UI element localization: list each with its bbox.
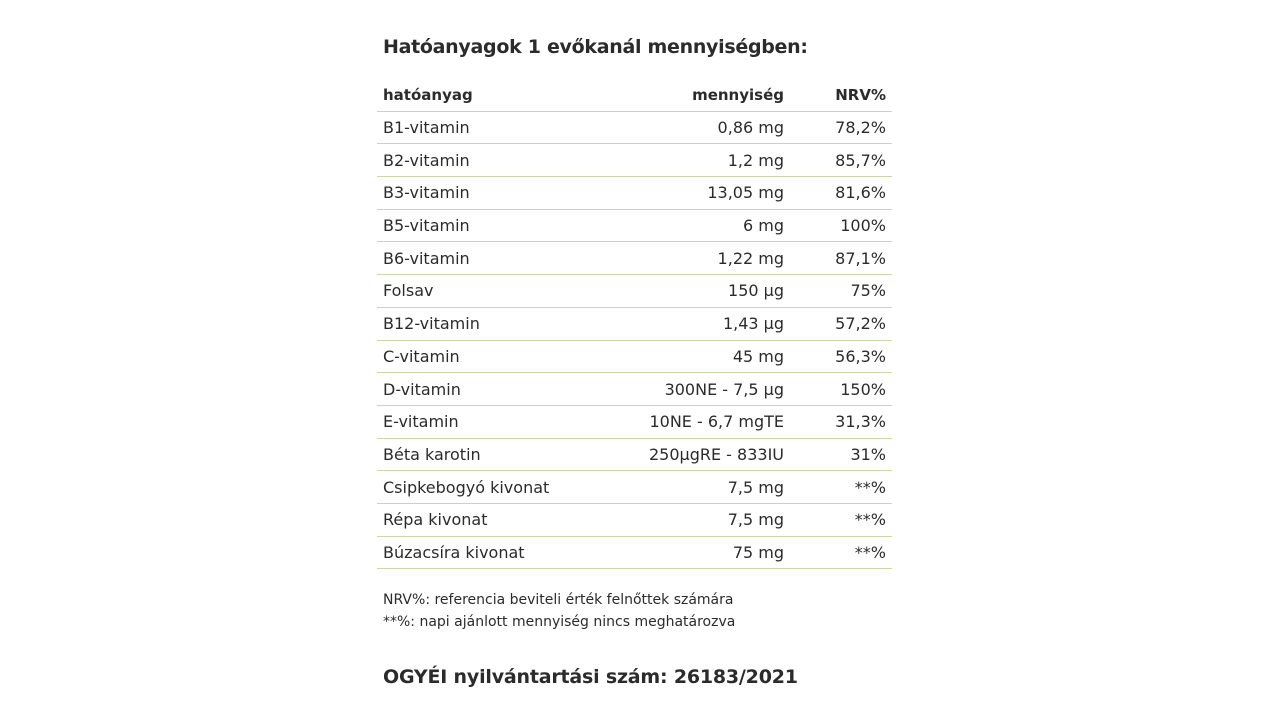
ingredient-name: Búzacsíra kivonat [383,542,525,562]
table-header-row [377,79,892,112]
ingredient-name: C-vitamin [383,346,460,366]
registration-number: OGYÉI nyilvántartási szám: 26183/2021 [383,666,798,688]
ingredient-quantity: 300NE - 7,5 µg [664,379,784,399]
table-body [377,112,892,570]
table-row [377,537,892,570]
header-quantity: mennyiség [692,85,784,104]
ingredient-nrv: 100% [840,216,886,236]
footnote-nrv: NRV%: referencia beviteli érték felnőttek számára [383,592,734,608]
table-row [377,373,892,406]
table-row [377,439,892,472]
ingredient-name: B6-vitamin [383,248,470,268]
ingredient-name: Béta karotin [383,444,481,464]
ingredient-quantity: 6 mg [742,216,784,236]
ingredient-nrv: 56,3% [835,346,886,366]
ingredient-nrv: 57,2% [835,314,886,334]
ingredient-name: B12-vitamin [383,314,480,334]
header-ingredient: hatóanyag [383,85,473,104]
table-row [377,308,892,341]
ingredient-quantity: 7,5 mg [727,510,784,530]
document-title: Hatóanyagok 1 evőkanál mennyiségben: [383,36,808,58]
ingredient-quantity: 1,22 mg [717,248,784,268]
footnotes [383,589,735,633]
ingredient-name: Folsav [383,281,434,301]
ingredient-nrv: 85,7% [835,150,886,170]
ingredient-nrv: 87,1% [835,248,886,268]
ingredient-quantity: 0,86 mg [717,118,784,138]
ingredient-quantity: 10NE - 6,7 mgTE [649,412,784,432]
table-row [377,471,892,504]
ingredient-quantity: 1,2 mg [727,150,784,170]
ingredient-nrv: **% [854,477,886,497]
table-row [377,112,892,145]
ingredient-name: B1-vitamin [383,118,470,138]
ingredient-nrv: 31% [850,444,886,464]
ingredient-quantity: 13,05 mg [707,183,784,203]
ingredients-table [377,79,892,569]
header-nrv: NRV% [835,85,886,104]
ingredient-nrv: 31,3% [835,412,886,432]
ingredient-nrv: **% [854,510,886,530]
ingredient-quantity: 75 mg [732,542,784,562]
ingredient-name: B3-vitamin [383,183,470,203]
ingredient-nrv: 75% [850,281,886,301]
table-row [377,275,892,308]
ingredient-quantity: 7,5 mg [727,477,784,497]
ingredient-name: Csipkebogyó kivonat [383,477,550,497]
ingredient-name: Répa kivonat [383,510,488,530]
table-row [377,210,892,243]
ingredient-nrv: 78,2% [835,118,886,138]
table-row [377,242,892,275]
ingredient-name: B5-vitamin [383,216,470,236]
supplement-facts-document [377,0,892,720]
table-row [377,144,892,177]
ingredient-quantity: 150 µg [728,281,784,301]
ingredient-name: D-vitamin [383,379,461,399]
ingredient-nrv: **% [854,542,886,562]
footnote-unspecified: **%: napi ajánlott mennyiség nincs meghatározva [383,614,736,630]
ingredient-nrv: 150% [840,379,886,399]
ingredient-quantity: 45 mg [732,346,784,366]
ingredient-name: E-vitamin [383,412,459,432]
table-row [377,406,892,439]
ingredient-quantity: 1,43 µg [722,314,784,334]
table-row [377,504,892,537]
ingredient-nrv: 81,6% [835,183,886,203]
ingredient-name: B2-vitamin [383,150,470,170]
ingredient-quantity: 250µgRE - 833IU [648,444,784,464]
table-row [377,341,892,374]
table-row [377,177,892,210]
